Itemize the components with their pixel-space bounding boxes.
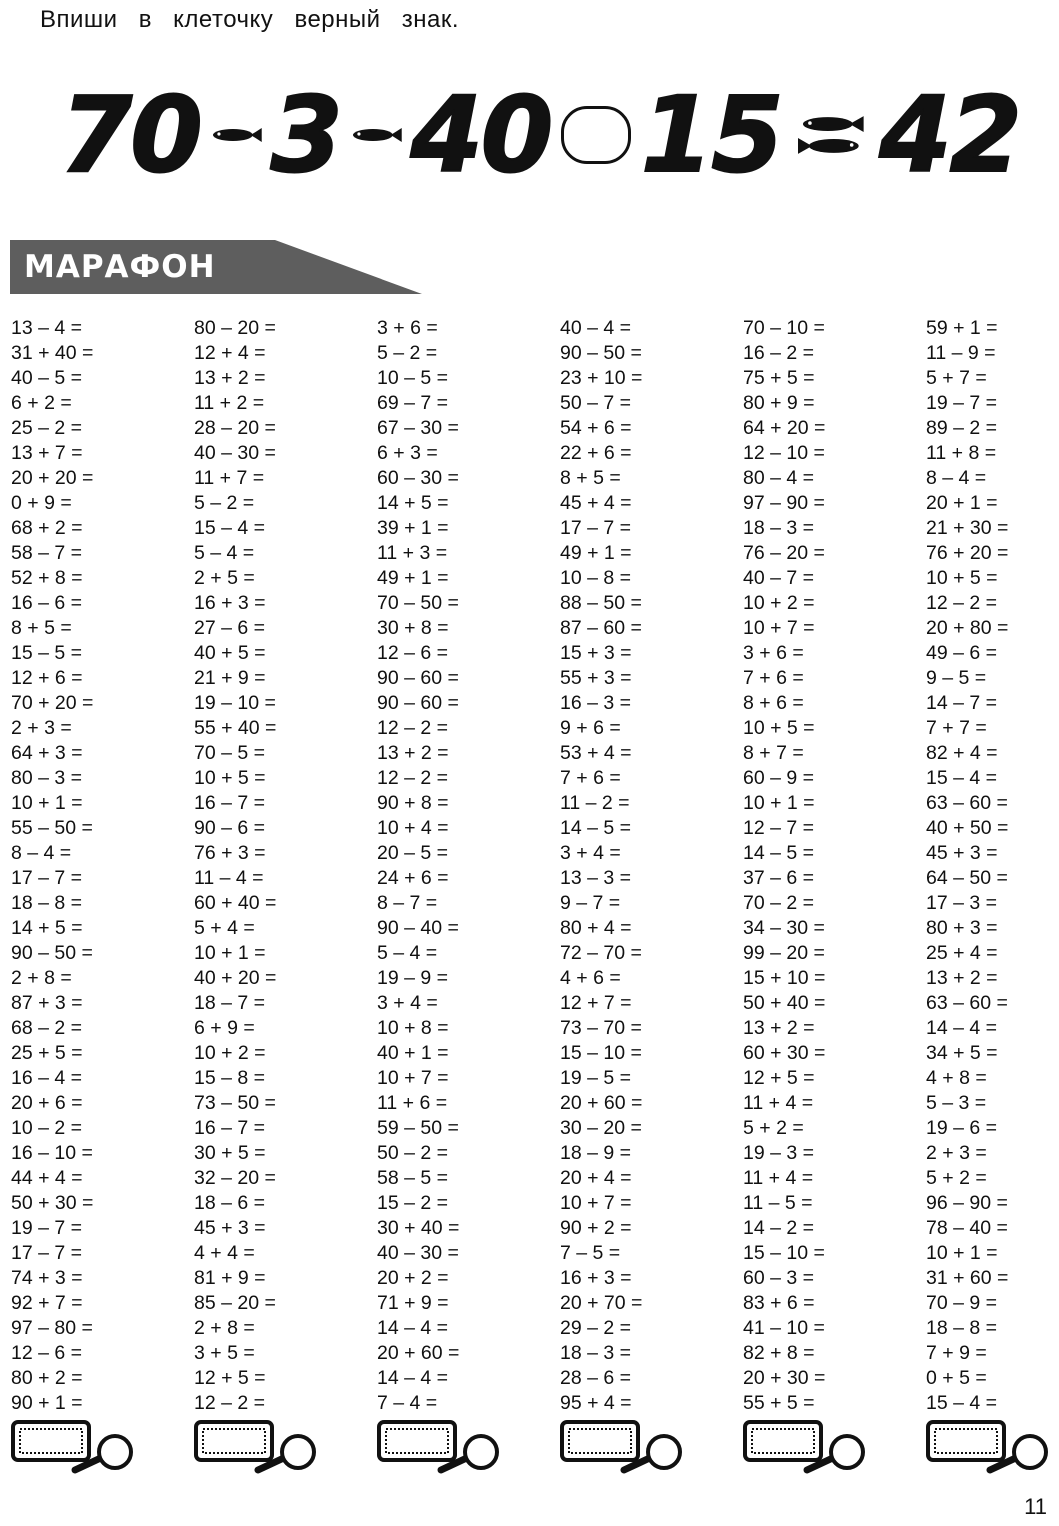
exercise-item: 10 + 5 = (194, 767, 266, 789)
exercise-item: 45 + 3 = (194, 1217, 266, 1239)
exercise-item: 20 + 80 = (926, 617, 1009, 639)
exercise-item: 10 + 5 = (926, 567, 998, 589)
exercise-item: 11 – 2 = (560, 792, 630, 814)
exercise-item: 70 – 2 = (743, 892, 815, 914)
exercise-item: 7 – 4 = (377, 1392, 438, 1414)
exercise-item: 15 + 10 = (743, 967, 826, 989)
exercise-item: 8 + 6 = (743, 692, 804, 714)
exercise-item: 95 + 4 = (560, 1392, 632, 1414)
exercise-item: 25 + 4 = (926, 942, 998, 964)
exercise-item: 31 + 40 = (11, 342, 94, 364)
exercise-item: 2 + 3 = (926, 1142, 987, 1164)
exercise-item: 19 – 5 = (560, 1067, 632, 1089)
exercise-item: 10 + 1 = (11, 792, 83, 814)
section-banner (10, 240, 422, 294)
exercise-item: 45 + 4 = (560, 492, 632, 514)
exercise-item: 44 + 4 = (11, 1167, 83, 1189)
exercise-item: 14 – 5 = (560, 817, 632, 839)
exercise-item: 50 – 2 = (377, 1142, 449, 1164)
puzzle-operand-2: 3 (270, 74, 341, 196)
exercise-column-1 (11, 316, 186, 1416)
exercise-item: 10 + 2 = (743, 592, 815, 614)
exercise-item: 16 – 6 = (11, 592, 83, 614)
timer-magnifier-icon (11, 1420, 135, 1484)
puzzle-equation (60, 74, 1020, 196)
exercise-item: 18 – 9 = (560, 1142, 632, 1164)
exercise-item: 40 – 5 = (11, 367, 83, 389)
exercise-item: 7 + 6 = (560, 767, 621, 789)
exercise-item: 0 + 5 = (926, 1367, 987, 1389)
exercise-item: 15 – 4 = (194, 517, 266, 539)
exercise-item: 15 – 2 = (377, 1192, 449, 1214)
exercise-item: 64 + 20 = (743, 417, 826, 439)
exercise-item: 40 – 30 = (377, 1242, 459, 1264)
exercise-item: 10 – 8 = (560, 567, 632, 589)
exercise-item: 31 + 60 = (926, 1267, 1009, 1289)
exercise-item: 14 – 5 = (743, 842, 815, 864)
exercise-item: 71 + 9 = (377, 1292, 449, 1314)
exercise-item: 13 + 2 = (194, 367, 266, 389)
exercise-item: 90 – 50 = (11, 942, 93, 964)
exercise-item: 14 – 7 = (926, 692, 998, 714)
exercise-item: 2 + 5 = (194, 567, 255, 589)
exercise-item: 30 + 40 = (377, 1217, 460, 1239)
exercise-item: 30 + 5 = (194, 1142, 266, 1164)
exercise-item: 81 + 9 = (194, 1267, 266, 1289)
exercise-item: 10 – 5 = (377, 367, 449, 389)
exercise-item: 80 + 3 = (926, 917, 998, 939)
puzzle-operand-4: 15 (640, 74, 782, 196)
exercise-item: 54 + 6 = (560, 417, 632, 439)
exercise-item: 12 – 6 = (377, 642, 449, 664)
exercise-item: 6 + 9 = (194, 1017, 255, 1039)
exercise-item: 19 – 9 = (377, 967, 449, 989)
exercise-item: 10 + 2 = (194, 1042, 266, 1064)
exercise-item: 76 – 20 = (743, 542, 825, 564)
exercise-item: 74 + 3 = (11, 1267, 83, 1289)
exercise-item: 14 – 4 = (377, 1317, 449, 1339)
exercise-item: 13 – 4 = (11, 317, 83, 339)
exercise-item: 64 – 50 = (926, 867, 1008, 889)
exercise-item: 2 + 3 = (11, 717, 72, 739)
fish-minus-icon (349, 124, 403, 146)
exercise-item: 18 – 6 = (194, 1192, 266, 1214)
exercise-item: 60 + 30 = (743, 1042, 826, 1064)
exercise-item: 12 – 6 = (11, 1342, 83, 1364)
exercise-item: 55 – 50 = (11, 817, 93, 839)
exercise-item: 73 – 70 = (560, 1017, 642, 1039)
exercise-item: 3 + 5 = (194, 1342, 255, 1364)
exercise-item: 90 – 60 = (377, 667, 459, 689)
exercise-item: 90 – 50 = (560, 342, 642, 364)
exercise-item: 49 + 1 = (377, 567, 449, 589)
exercise-item: 11 + 4 = (743, 1092, 814, 1114)
exercise-item: 25 + 5 = (11, 1042, 83, 1064)
exercise-item: 76 + 20 = (926, 542, 1009, 564)
exercise-item: 16 – 7 = (194, 792, 266, 814)
exercise-column-3 (377, 316, 552, 1416)
exercise-item: 90 + 1 = (11, 1392, 83, 1414)
exercise-item: 20 + 1 = (926, 492, 998, 514)
exercise-item: 28 – 20 = (194, 417, 276, 439)
exercise-item: 14 – 2 = (743, 1217, 815, 1239)
exercise-item: 16 – 3 = (560, 692, 632, 714)
exercise-item: 23 + 10 = (560, 367, 643, 389)
exercise-item: 17 – 7 = (560, 517, 632, 539)
exercise-item: 20 + 20 = (11, 467, 94, 489)
timer-magnifier-icon (926, 1420, 1050, 1484)
exercise-item: 13 + 2 = (377, 742, 449, 764)
exercise-item: 10 + 1 = (926, 1242, 998, 1264)
exercise-item: 50 + 40 = (743, 992, 826, 1014)
exercise-item: 80 + 9 = (743, 392, 815, 414)
exercise-item: 8 – 7 = (377, 892, 438, 914)
exercise-columns (11, 316, 1051, 1416)
exercise-item: 7 + 7 = (926, 717, 987, 739)
exercise-item: 63 – 60 = (926, 792, 1008, 814)
exercise-item: 10 + 5 = (743, 717, 815, 739)
exercise-item: 16 – 2 = (743, 342, 815, 364)
exercise-item: 70 – 9 = (926, 1292, 998, 1314)
exercise-item: 90 + 2 = (560, 1217, 632, 1239)
exercise-item: 41 – 10 = (743, 1317, 825, 1339)
exercise-item: 12 – 10 = (743, 442, 825, 464)
exercise-item: 14 – 4 = (377, 1367, 449, 1389)
exercise-item: 19 – 7 = (926, 392, 998, 414)
exercise-item: 70 – 10 = (743, 317, 825, 339)
exercise-item: 92 + 7 = (11, 1292, 83, 1314)
exercise-item: 17 – 7 = (11, 867, 83, 889)
exercise-item: 11 – 5 = (743, 1192, 813, 1214)
exercise-item: 8 + 5 = (11, 617, 72, 639)
section-title: МАРАФОН (24, 249, 216, 285)
exercise-item: 60 – 9 = (743, 767, 815, 789)
exercise-item: 5 + 4 = (194, 917, 255, 939)
exercise-item: 18 – 3 = (560, 1342, 632, 1364)
exercise-column-5 (743, 316, 918, 1416)
exercise-item: 90 – 6 = (194, 817, 266, 839)
exercise-item: 15 – 5 = (11, 642, 83, 664)
page-number: 11 (1024, 1494, 1047, 1519)
exercise-item: 82 + 4 = (926, 742, 998, 764)
exercise-item: 90 – 40 = (377, 917, 459, 939)
exercise-item: 17 – 3 = (926, 892, 998, 914)
exercise-item: 27 – 6 = (194, 617, 266, 639)
exercise-item: 25 – 2 = (11, 417, 83, 439)
exercise-item: 14 + 5 = (11, 917, 83, 939)
exercise-item: 22 + 6 = (560, 442, 632, 464)
exercise-item: 68 – 2 = (11, 1017, 83, 1039)
exercise-item: 59 + 1 = (926, 317, 998, 339)
exercise-item: 7 + 6 = (743, 667, 804, 689)
exercise-item: 10 + 4 = (377, 817, 449, 839)
exercise-item: 15 – 4 = (926, 1392, 998, 1414)
exercise-item: 85 – 20 = (194, 1292, 276, 1314)
exercise-item: 10 + 8 = (377, 1017, 449, 1039)
exercise-item: 58 – 7 = (11, 542, 83, 564)
exercise-item: 9 – 7 = (560, 892, 621, 914)
exercise-item: 80 + 2 = (11, 1367, 83, 1389)
exercise-item: 11 + 3 = (377, 542, 448, 564)
exercise-item: 55 + 5 = (743, 1392, 815, 1414)
exercise-item: 75 + 5 = (743, 367, 815, 389)
exercise-item: 40 – 4 = (560, 317, 632, 339)
exercise-item: 40 + 50 = (926, 817, 1009, 839)
exercise-item: 87 + 3 = (11, 992, 83, 1014)
exercise-item: 52 + 8 = (11, 567, 83, 589)
fish-equals-icon (796, 112, 866, 158)
exercise-item: 64 + 3 = (11, 742, 83, 764)
exercise-item: 19 – 6 = (926, 1117, 998, 1139)
exercise-item: 58 – 5 = (377, 1167, 449, 1189)
exercise-item: 21 + 9 = (194, 667, 266, 689)
exercise-item: 16 – 7 = (194, 1117, 266, 1139)
exercise-item: 49 – 6 = (926, 642, 998, 664)
instruction-text: Впиши в клеточку верный знак. (40, 6, 459, 33)
exercise-item: 11 + 2 = (194, 392, 265, 414)
exercise-item: 37 – 6 = (743, 867, 815, 889)
exercise-item: 19 – 7 = (11, 1217, 83, 1239)
exercise-item: 5 + 2 = (743, 1117, 804, 1139)
exercise-item: 20 + 6 = (11, 1092, 83, 1114)
timer-magnifier-icon (743, 1420, 867, 1484)
exercise-item: 55 + 40 = (194, 717, 277, 739)
exercise-item: 3 + 4 = (377, 992, 438, 1014)
exercise-item: 16 – 10 = (11, 1142, 93, 1164)
exercise-item: 72 – 70 = (560, 942, 642, 964)
answer-sign-box[interactable] (561, 106, 631, 164)
exercise-item: 20 + 70 = (560, 1292, 643, 1314)
exercise-item: 55 + 3 = (560, 667, 632, 689)
exercise-item: 5 – 4 = (194, 542, 255, 564)
exercise-item: 10 + 7 = (743, 617, 815, 639)
exercise-item: 11 + 6 = (377, 1092, 448, 1114)
exercise-item: 90 – 60 = (377, 692, 459, 714)
exercise-item: 3 + 6 = (743, 642, 804, 664)
exercise-item: 15 – 10 = (743, 1242, 825, 1264)
exercise-item: 19 – 10 = (194, 692, 276, 714)
exercise-item: 12 + 5 = (743, 1067, 815, 1089)
exercise-item: 8 – 4 = (11, 842, 72, 864)
exercise-item: 70 – 5 = (194, 742, 266, 764)
exercise-item: 82 + 8 = (743, 1342, 815, 1364)
exercise-item: 76 + 3 = (194, 842, 266, 864)
exercise-item: 12 – 2 = (194, 1392, 266, 1414)
exercise-item: 40 + 1 = (377, 1042, 449, 1064)
exercise-item: 40 – 7 = (743, 567, 815, 589)
exercise-item: 39 + 1 = (377, 517, 449, 539)
exercise-item: 13 + 2 = (926, 967, 998, 989)
exercise-item: 5 – 4 = (377, 942, 438, 964)
exercise-item: 20 – 5 = (377, 842, 449, 864)
exercise-item: 15 – 10 = (560, 1042, 642, 1064)
exercise-item: 80 – 3 = (11, 767, 83, 789)
exercise-item: 20 + 2 = (377, 1267, 449, 1289)
exercise-item: 50 + 30 = (11, 1192, 94, 1214)
exercise-item: 18 – 7 = (194, 992, 266, 1014)
puzzle-operand-1: 70 (60, 74, 201, 196)
exercise-item: 30 + 8 = (377, 617, 449, 639)
exercise-item: 13 + 2 = (743, 1017, 815, 1039)
exercise-column-6 (926, 316, 1059, 1416)
exercise-item: 0 + 9 = (11, 492, 72, 514)
exercise-item: 11 – 4 = (194, 867, 264, 889)
exercise-item: 11 + 8 = (926, 442, 997, 464)
exercise-item: 5 – 2 = (194, 492, 255, 514)
exercise-item: 3 + 6 = (377, 317, 438, 339)
exercise-item: 19 – 3 = (743, 1142, 815, 1164)
exercise-item: 9 – 5 = (926, 667, 987, 689)
exercise-item: 11 + 7 = (194, 467, 265, 489)
puzzle-operand-3: 40 (410, 74, 552, 196)
exercise-item: 8 – 4 = (926, 467, 987, 489)
exercise-item: 10 + 7 = (560, 1192, 632, 1214)
exercise-item: 5 + 2 = (926, 1167, 987, 1189)
exercise-item: 21 + 30 = (926, 517, 1009, 539)
exercise-item: 8 + 7 = (743, 742, 804, 764)
exercise-item: 70 – 50 = (377, 592, 459, 614)
exercise-item: 99 – 20 = (743, 942, 825, 964)
exercise-item: 13 + 7 = (11, 442, 83, 464)
exercise-item: 78 – 40 = (926, 1217, 1008, 1239)
exercise-item: 68 + 2 = (11, 517, 83, 539)
exercise-item: 83 + 6 = (743, 1292, 815, 1314)
exercise-item: 14 – 4 = (926, 1017, 998, 1039)
exercise-item: 4 + 4 = (194, 1242, 255, 1264)
exercise-item: 16 + 3 = (560, 1267, 632, 1289)
exercise-item: 5 – 2 = (377, 342, 438, 364)
exercise-item: 12 – 2 = (926, 592, 998, 614)
exercise-column-4 (560, 316, 735, 1416)
exercise-item: 97 – 90 = (743, 492, 825, 514)
exercise-item: 7 – 5 = (560, 1242, 621, 1264)
exercise-item: 24 + 6 = (377, 867, 449, 889)
exercise-item: 13 – 3 = (560, 867, 632, 889)
exercise-item: 5 – 3 = (926, 1092, 987, 1114)
exercise-item: 45 + 3 = (926, 842, 998, 864)
exercise-item: 12 – 7 = (743, 817, 815, 839)
exercise-item: 60 – 3 = (743, 1267, 815, 1289)
exercise-item: 15 + 3 = (560, 642, 632, 664)
fish-minus-icon (209, 124, 263, 146)
exercise-item: 20 + 30 = (743, 1367, 826, 1389)
exercise-item: 70 + 20 = (11, 692, 94, 714)
exercise-item: 32 – 20 = (194, 1167, 276, 1189)
exercise-item: 69 – 7 = (377, 392, 449, 414)
exercise-item: 89 – 2 = (926, 417, 998, 439)
exercise-item: 50 – 7 = (560, 392, 632, 414)
exercise-item: 18 – 8 = (926, 1317, 998, 1339)
exercise-item: 8 + 5 = (560, 467, 621, 489)
exercise-item: 59 – 50 = (377, 1117, 459, 1139)
exercise-item: 34 – 30 = (743, 917, 825, 939)
exercise-item: 60 – 30 = (377, 467, 459, 489)
exercise-item: 2 + 8 = (11, 967, 72, 989)
exercise-item: 16 + 3 = (194, 592, 266, 614)
exercise-item: 12 – 2 = (377, 767, 449, 789)
exercise-item: 97 – 80 = (11, 1317, 93, 1339)
exercise-item: 4 + 8 = (926, 1067, 987, 1089)
exercise-item: 12 + 4 = (194, 342, 266, 364)
exercise-item: 3 + 4 = (560, 842, 621, 864)
exercise-item: 40 – 30 = (194, 442, 276, 464)
exercise-item: 12 + 5 = (194, 1367, 266, 1389)
exercise-item: 20 + 60 = (377, 1342, 460, 1364)
exercise-item: 12 – 2 = (377, 717, 449, 739)
exercise-item: 2 + 8 = (194, 1317, 255, 1339)
exercise-item: 73 – 50 = (194, 1092, 276, 1114)
exercise-item: 7 + 9 = (926, 1342, 987, 1364)
exercise-item: 60 + 40 = (194, 892, 277, 914)
exercise-item: 11 + 4 = (743, 1167, 814, 1189)
exercise-item: 10 + 7 = (377, 1067, 449, 1089)
exercise-item: 40 + 20 = (194, 967, 277, 989)
exercise-item: 10 – 2 = (11, 1117, 83, 1139)
timer-magnifier-icon (560, 1420, 684, 1484)
exercise-item: 16 – 4 = (11, 1067, 83, 1089)
exercise-item: 11 – 9 = (926, 342, 996, 364)
exercise-item: 40 + 5 = (194, 642, 266, 664)
exercise-item: 80 – 4 = (743, 467, 815, 489)
exercise-item: 30 – 20 = (560, 1117, 642, 1139)
exercise-item: 34 + 5 = (926, 1042, 998, 1064)
exercise-item: 63 – 60 = (926, 992, 1008, 1014)
exercise-item: 18 – 3 = (743, 517, 815, 539)
exercise-item: 15 – 4 = (926, 767, 998, 789)
exercise-item: 14 + 5 = (377, 492, 449, 514)
exercise-item: 87 – 60 = (560, 617, 642, 639)
timer-magnifier-icon (377, 1420, 501, 1484)
exercise-item: 10 + 1 = (743, 792, 815, 814)
exercise-item: 12 + 7 = (560, 992, 632, 1014)
exercise-item: 17 – 7 = (11, 1242, 83, 1264)
exercise-item: 9 + 6 = (560, 717, 621, 739)
exercise-item: 12 + 6 = (11, 667, 83, 689)
timer-magnifier-icon (194, 1420, 318, 1484)
exercise-item: 20 + 60 = (560, 1092, 643, 1114)
exercise-column-2 (194, 316, 369, 1416)
exercise-item: 80 – 20 = (194, 317, 276, 339)
exercise-item: 96 – 90 = (926, 1192, 1008, 1214)
exercise-item: 20 + 4 = (560, 1167, 632, 1189)
exercise-item: 6 + 3 = (377, 442, 438, 464)
exercise-item: 4 + 6 = (560, 967, 621, 989)
exercise-item: 53 + 4 = (560, 742, 632, 764)
exercise-item: 18 – 8 = (11, 892, 83, 914)
puzzle-result: 42 (879, 74, 1020, 196)
exercise-item: 6 + 2 = (11, 392, 72, 414)
exercise-item: 88 – 50 = (560, 592, 642, 614)
exercise-item: 49 + 1 = (560, 542, 632, 564)
exercise-item: 67 – 30 = (377, 417, 459, 439)
exercise-item: 28 – 6 = (560, 1367, 632, 1389)
exercise-item: 15 – 8 = (194, 1067, 266, 1089)
exercise-item: 5 + 7 = (926, 367, 987, 389)
exercise-item: 29 – 2 = (560, 1317, 632, 1339)
exercise-item: 80 + 4 = (560, 917, 632, 939)
exercise-item: 10 + 1 = (194, 942, 266, 964)
exercise-item: 90 + 8 = (377, 792, 449, 814)
